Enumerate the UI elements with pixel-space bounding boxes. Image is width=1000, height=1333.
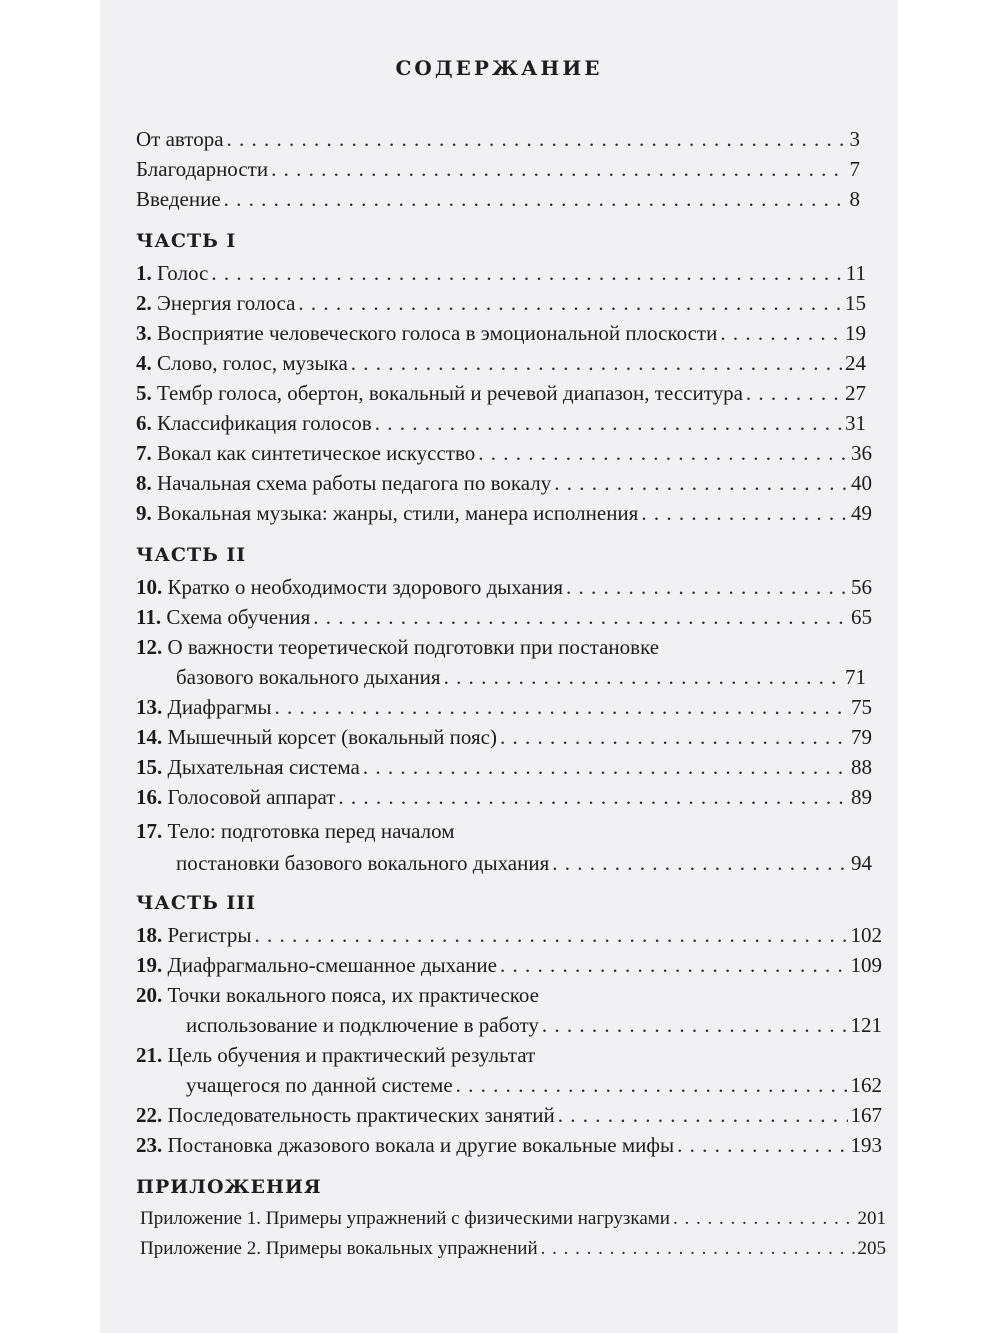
dot-leader xyxy=(271,156,846,182)
toc-entry-front-2 xyxy=(136,156,860,182)
entry-number: 13. xyxy=(136,695,163,719)
dot-leader xyxy=(542,1012,848,1038)
dot-leader xyxy=(211,260,842,286)
toc-entry-17-line1 xyxy=(136,818,455,844)
entry-label: Схема обучения xyxy=(166,605,311,629)
entry-label: Постановка джазового вокала и другие вокальные мифы xyxy=(167,1133,675,1157)
dot-leader xyxy=(275,694,848,720)
entry-label: учащегося по данной системе xyxy=(186,1073,453,1097)
toc-entry-front-3 xyxy=(136,186,860,212)
entry-label-line1: Точки вокального пояса, их практическое xyxy=(167,983,539,1007)
entry-number: 14. xyxy=(136,725,163,749)
entry-number: 4. xyxy=(136,351,152,375)
entry-label: Диафрагмально-смешанное дыхание xyxy=(167,953,497,977)
entry-number: 11. xyxy=(136,605,162,629)
dot-leader xyxy=(313,604,848,630)
entry-label-line1: О важности теоретической подготовки при постановке xyxy=(167,635,660,659)
dot-leader xyxy=(673,1206,855,1232)
entry-page: 3 xyxy=(849,127,860,151)
entry-label: базового вокального дыхания xyxy=(176,665,441,689)
entry-number: 5. xyxy=(136,381,152,405)
dot-leader xyxy=(363,754,848,780)
dot-leader xyxy=(456,1072,848,1098)
dot-leader xyxy=(375,410,842,436)
entry-page: 71 xyxy=(845,665,866,689)
toc-entry-19 xyxy=(136,952,882,978)
entry-number: 2. xyxy=(136,291,152,315)
toc-entry-10 xyxy=(136,574,872,600)
entry-number: 23. xyxy=(136,1133,163,1157)
entry-label: От автора xyxy=(136,127,224,151)
toc-entry-14 xyxy=(136,724,872,750)
entry-page: 201 xyxy=(857,1208,886,1229)
entry-label: Слово, голос, музыка xyxy=(157,351,348,375)
entry-label: Мышечный корсет (вокальный пояс) xyxy=(167,725,497,749)
entry-page: 193 xyxy=(850,1133,882,1157)
toc-entry-4 xyxy=(136,350,866,376)
entry-page: 24 xyxy=(845,351,866,375)
entry-number: 20. xyxy=(136,983,163,1007)
dot-leader xyxy=(541,1236,855,1262)
entry-number: 15. xyxy=(136,755,163,779)
toc-appendix-1 xyxy=(140,1206,886,1232)
entry-number: 21. xyxy=(136,1043,163,1067)
entry-label: Вокальная музыка: жанры, стили, манера исполнения xyxy=(157,501,639,525)
dot-leader xyxy=(641,500,848,526)
entry-label: Приложение 1. Примеры упражнений с физическими нагрузками xyxy=(140,1208,670,1229)
entry-label: Начальная схема работы педагога по вокалу xyxy=(157,471,552,495)
toc-entry-11 xyxy=(136,604,872,630)
toc-entry-13 xyxy=(136,694,872,720)
entry-page: 65 xyxy=(851,605,872,629)
entry-page: 94 xyxy=(851,851,872,875)
dot-leader xyxy=(500,724,848,750)
entry-page: 205 xyxy=(857,1238,886,1259)
entry-label: Последовательность практических занятий xyxy=(167,1103,555,1127)
dot-leader xyxy=(500,952,848,978)
dot-leader xyxy=(566,574,848,600)
dot-leader xyxy=(444,664,842,690)
entry-label: Кратко о необходимости здорового дыхания xyxy=(167,575,564,599)
toc-entry-23 xyxy=(136,1132,882,1158)
toc-entry-9 xyxy=(136,500,872,526)
entry-page: 121 xyxy=(850,1013,882,1037)
dot-leader xyxy=(558,1102,848,1128)
entry-page: 79 xyxy=(851,725,872,749)
toc-entry-12-line1 xyxy=(136,634,659,660)
toc-entry-15 xyxy=(136,754,872,780)
entry-page: 7 xyxy=(849,157,860,181)
toc-entry-5 xyxy=(136,380,866,406)
dot-leader xyxy=(254,922,847,948)
dot-leader xyxy=(224,186,847,212)
entry-label: использование и подключение в работу xyxy=(186,1013,539,1037)
entry-label-line1: Тело: подготовка перед началом xyxy=(167,819,455,843)
toc-entry-20 xyxy=(186,1012,882,1038)
page-title: СОДЕРЖАНИЕ xyxy=(395,56,603,80)
entry-page: 89 xyxy=(851,785,872,809)
entry-page: 27 xyxy=(845,381,866,405)
toc-entry-21 xyxy=(186,1072,882,1098)
dot-leader xyxy=(677,1132,847,1158)
toc-entry-22 xyxy=(136,1102,882,1128)
entry-label: Классификация голосов xyxy=(157,411,372,435)
entry-number: 12. xyxy=(136,635,163,659)
dot-leader xyxy=(552,850,848,876)
entry-label: Тембр голоса, обертон, вокальный и речевой диапазон, тесситура xyxy=(157,381,743,405)
entry-number: 22. xyxy=(136,1103,163,1127)
part-heading-3: ЧАСТЬ III xyxy=(136,892,257,914)
entry-label: постановки базового вокального дыхания xyxy=(176,851,550,875)
entry-label: Регистры xyxy=(167,923,252,947)
entry-page: 56 xyxy=(851,575,872,599)
entry-number: 16. xyxy=(136,785,163,809)
dot-leader xyxy=(478,440,848,466)
entry-label: Дыхательная система xyxy=(167,755,360,779)
toc-entry-12 xyxy=(176,664,866,690)
dot-leader xyxy=(554,470,848,496)
entry-label: Приложение 2. Примеры вокальных упражнений xyxy=(140,1238,538,1259)
entry-label: Голос xyxy=(157,261,209,285)
entry-page: 109 xyxy=(850,953,882,977)
entry-number: 17. xyxy=(136,819,163,843)
entry-number: 1. xyxy=(136,261,152,285)
entry-page: 15 xyxy=(845,291,866,315)
entry-page: 88 xyxy=(851,755,872,779)
entry-label: Вокал как синтетическое искусство xyxy=(157,441,476,465)
entry-number: 3. xyxy=(136,321,152,345)
entry-label: Благодарности xyxy=(136,157,269,181)
toc-entry-20-line1 xyxy=(136,982,539,1008)
entry-page: 102 xyxy=(850,923,882,947)
entry-number: 19. xyxy=(136,953,163,977)
entry-page: 40 xyxy=(851,471,872,495)
entry-label: Голосовой аппарат xyxy=(167,785,336,809)
entry-page: 36 xyxy=(851,441,872,465)
toc-entry-17 xyxy=(176,850,872,876)
entry-page: 8 xyxy=(849,187,860,211)
entry-label-line1: Цель обучения и практический результат xyxy=(167,1043,536,1067)
toc-entry-18 xyxy=(136,922,882,948)
toc-entry-16 xyxy=(136,784,872,810)
part-heading-1: ЧАСТЬ I xyxy=(136,230,237,252)
entry-number: 7. xyxy=(136,441,152,465)
dot-leader xyxy=(746,380,842,406)
entry-page: 49 xyxy=(851,501,872,525)
entry-label: Диафрагмы xyxy=(167,695,272,719)
toc-entry-3 xyxy=(136,320,866,346)
toc-entry-2 xyxy=(136,290,866,316)
entry-page: 162 xyxy=(850,1073,882,1097)
entry-number: 6. xyxy=(136,411,152,435)
entry-number: 10. xyxy=(136,575,163,599)
dot-leader xyxy=(720,320,842,346)
toc-entry-8 xyxy=(136,470,872,496)
entry-number: 18. xyxy=(136,923,163,947)
entry-page: 19 xyxy=(845,321,866,345)
dot-leader xyxy=(351,350,842,376)
entry-page: 167 xyxy=(850,1103,882,1127)
dot-leader xyxy=(227,126,847,152)
entry-number: 9. xyxy=(136,501,152,525)
entry-page: 11 xyxy=(845,261,866,285)
toc-entry-21-line1 xyxy=(136,1042,535,1068)
appendix-heading: ПРИЛОЖЕНИЯ xyxy=(136,1176,322,1198)
toc-entry-front-1 xyxy=(136,126,860,152)
part-heading-2: ЧАСТЬ II xyxy=(136,544,247,566)
toc-entry-6 xyxy=(136,410,866,436)
toc-entry-7 xyxy=(136,440,872,466)
entry-page: 75 xyxy=(851,695,872,719)
entry-page: 31 xyxy=(845,411,866,435)
entry-label: Введение xyxy=(136,187,221,211)
toc-entry-1 xyxy=(136,260,866,286)
entry-label: Восприятие человеческого голоса в эмоциональной плоскости xyxy=(157,321,718,345)
dot-leader xyxy=(338,784,848,810)
toc-appendix-2 xyxy=(140,1236,886,1262)
entry-number: 8. xyxy=(136,471,152,495)
entry-label: Энергия голоса xyxy=(157,291,296,315)
dot-leader xyxy=(298,290,842,316)
